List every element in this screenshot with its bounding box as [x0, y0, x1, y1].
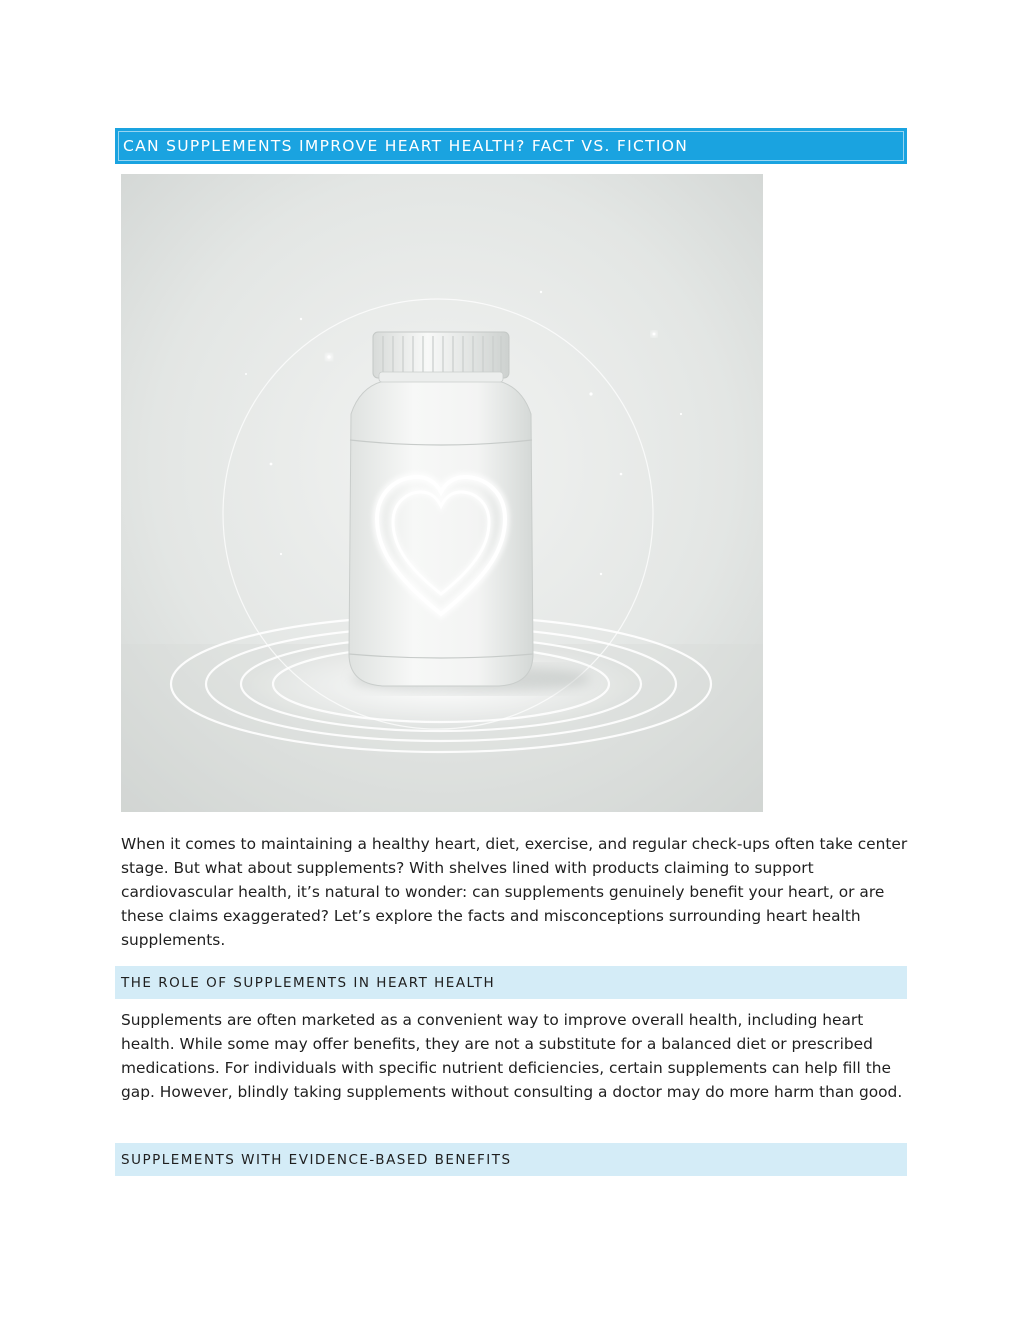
section-heading-evidence — [115, 1143, 907, 1176]
section-heading-text: SUPPLEMENTS WITH EVIDENCE-BASED BENEFITS — [121, 1151, 512, 1168]
section-heading-text: THE ROLE OF SUPPLEMENTS IN HEART HEALTH — [121, 974, 496, 991]
article-title: CAN SUPPLEMENTS IMPROVE HEART HEALTH? FACT VS. FICTION — [123, 137, 689, 155]
hero-image — [121, 174, 763, 812]
section-heading-role — [115, 966, 907, 999]
section-body-role: Supplements are often marketed as a convenient way to improve overall health, including heart health. While some may offer benefits, they are not a substitute for a balanced diet or prescribed medications. For individuals with specific nutrient deficiencies, certain supplements can help fill the gap. However, blindly taking supplements without consulting a doctor may do more harm than good. — [121, 1011, 903, 1101]
intro-paragraph: When it comes to maintaining a healthy heart, diet, exercise, and regular check-ups often take center stage. But what about supplements? With shelves lined with products claiming to support cardiovascular health, it’s natural to wonder: can supplements genuinely benefit your heart, or are these claims exaggerated? Let’s explore the facts and misconceptions surrounding heart health supplements. — [121, 835, 908, 949]
article-title-bar — [115, 128, 907, 164]
